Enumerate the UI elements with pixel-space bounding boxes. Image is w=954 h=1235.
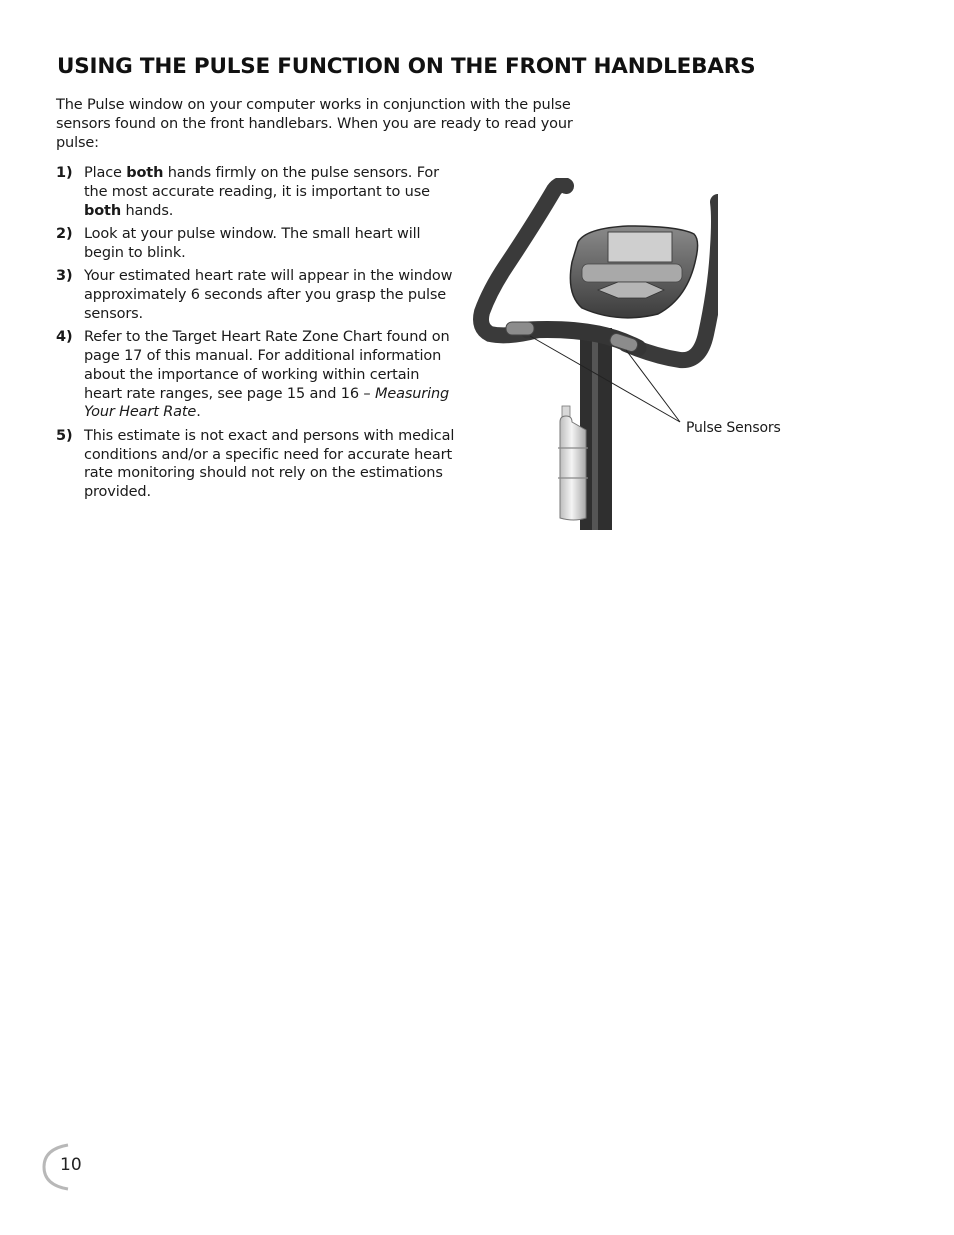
step-text-run: Your estimated heart rate will appear in the window approximately 6 seconds after you grasp the pulse sensors.	[84, 268, 453, 322]
step-item	[56, 164, 456, 220]
pulse-sensor-left	[506, 322, 534, 335]
step-number: 5)	[56, 427, 73, 444]
step-text	[84, 329, 450, 420]
step-text-run: This estimate is not exact and persons with medical conditions and/or a specific need for accurate heart rate monitoring should not rely on the estimations provided.	[84, 427, 455, 501]
step-text-run: hands.	[121, 202, 174, 219]
pulse-sensor-right	[609, 332, 640, 353]
step-text-italic: Measuring Your Heart Rate	[84, 385, 450, 421]
figure-caption: Pulse Sensors	[686, 420, 781, 436]
step-text-run: Place	[84, 165, 127, 181]
step-text-run: hands firmly on the pulse sensors. For the most accurate reading, it is important to use	[84, 165, 439, 200]
step-text-bold: both	[126, 165, 164, 181]
step-item	[56, 427, 456, 502]
step-number: 4)	[56, 329, 73, 346]
console-display	[608, 232, 672, 262]
page-number: 10	[60, 1155, 82, 1175]
step-item	[56, 328, 456, 422]
step-text	[84, 165, 439, 219]
left-handlebar	[481, 185, 566, 336]
step-item	[56, 225, 456, 263]
step-number: 1)	[56, 165, 73, 181]
stem-highlight	[592, 328, 598, 530]
steps-list	[56, 164, 456, 507]
step-text	[84, 268, 452, 322]
intro-paragraph: The Pulse window on your computer works in conjunction with the pulse sensors found on the front handlebars. When you are ready to read your pulse:	[56, 97, 573, 151]
console	[570, 226, 697, 318]
step-item	[56, 267, 456, 323]
step-text-run: Look at your pulse window. The small heart will begin to blink.	[84, 225, 421, 261]
page-title: USING THE PULSE FUNCTION ON THE FRONT HANDLEBARS	[57, 54, 756, 79]
step-number: 2)	[56, 225, 73, 242]
step-text-bold: both	[84, 202, 121, 219]
bike-handlebar-illustration	[468, 178, 718, 530]
step-text-run: Refer to the Target Heart Rate Zone Chart found on page 17 of this manual. For additional information about the importance of working within certain heart rate ranges, see page 15 and 16 –	[84, 329, 450, 402]
step-text-run: .	[196, 404, 201, 421]
step-text	[84, 226, 420, 261]
step-text	[84, 428, 454, 500]
step-number: 3)	[56, 268, 73, 285]
